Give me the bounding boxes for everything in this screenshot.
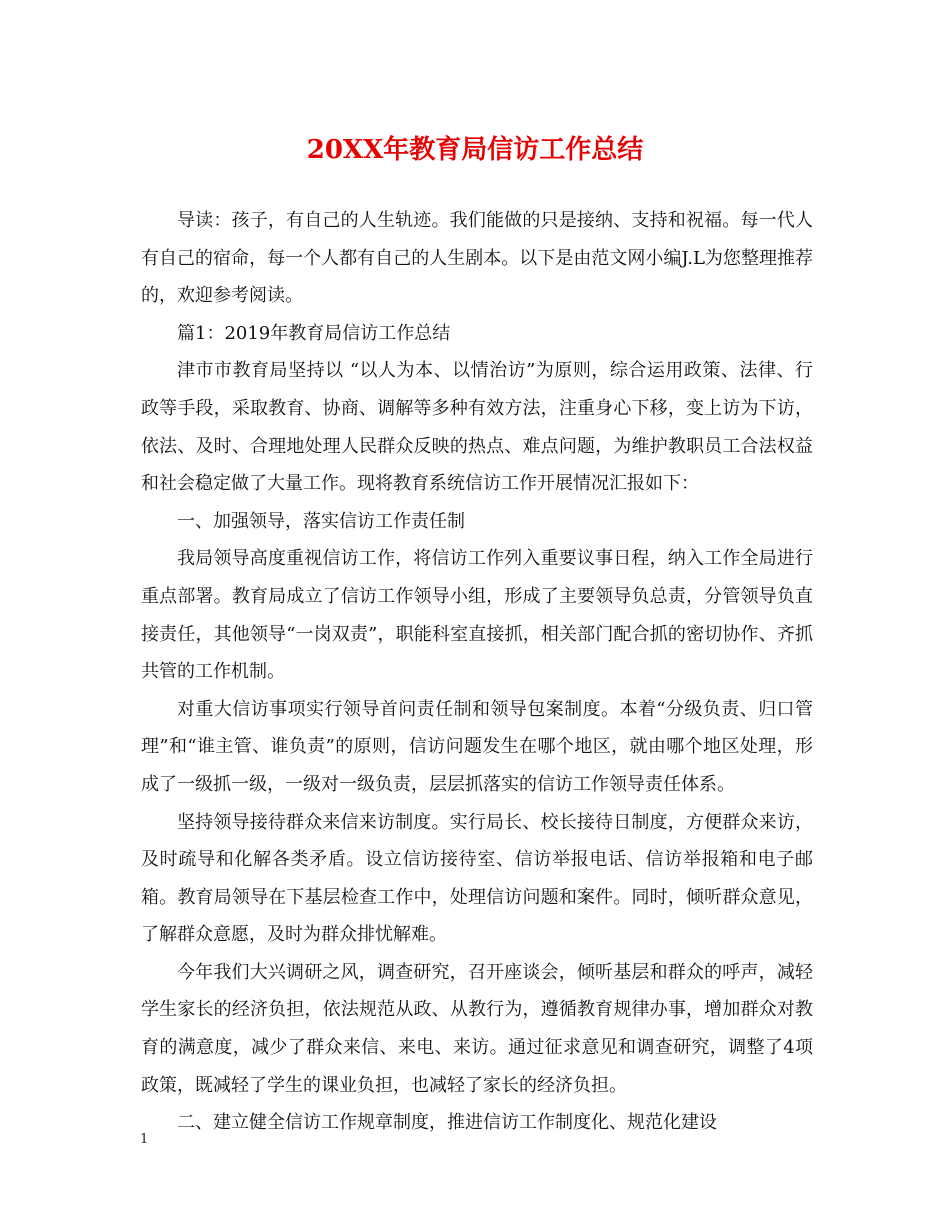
- paragraph-heading-1: 一、加强领导，落实信访工作责任制: [177, 510, 465, 532]
- paragraph: 今年我们大兴调研之风，调查研究，召开座谈会，倾听基层和群众的呼声，减轻学生家长的经济负担，依法规范从政、从教行为，遵循教育规律办事，增加群众对教育的满意度，减少了群众来信、来电、来访。通过征求意见和调查研究，调整了4项政策，既减轻了学生的课业负担，也减轻了家长的经济负担。: [141, 961, 813, 1096]
- paragraph: 我局领导高度重视信访工作，将信访工作列入重要议事日程，纳入工作全局进行重点部署。教育局成立了信访工作领导小组，形成了主要领导负总责，分管领导负直接责任，其他领导“一岗双责”，职能科室直接抓，相关部门配合抓的密切协作、齐抓共管的工作机制。: [141, 548, 813, 683]
- document-title: 20XX年教育局信访工作总结: [306, 135, 644, 165]
- paragraph-section-heading: 篇1：2019年教育局信访工作总结: [177, 322, 451, 344]
- page-number: 1: [140, 1132, 149, 1147]
- paragraph-heading-2: 二、建立健全信访工作规章制度，推进信访工作制度化、规范化建设: [177, 1112, 717, 1134]
- document-body: [141, 202, 813, 1142]
- paragraph-intro: 导读：孩子，有自己的人生轨迹。我们能做的只是接纳、支持和祝福。每一代人有自己的宿命，每一个人都有自己的人生剧本。以下是由范文网小编J.L为您整理推荐的，欢迎参考阅读。: [141, 210, 813, 307]
- paragraph: 对重大信访事项实行领导首问责任制和领导包案制度。本着“分级负责、归口管理”和“谁主管、谁负责”的原则，信访问题发生在哪个地区，就由哪个地区处理，形成了一级抓一级，一级对一级负责，层层抓落实的信访工作领导责任体系。: [141, 698, 813, 795]
- paragraph: 坚持领导接待群众来信来访制度。实行局长、校长接待日制度，方便群众来访，及时疏导和化解各类矛盾。设立信访接待室、信访举报电话、信访举报箱和电子邮箱。教育局领导在下基层检查工作中，处理信访问题和案件。同时，倾听群众意见，了解群众意愿，及时为群众排忧解难。: [141, 811, 813, 946]
- paragraph: 津市市教育局坚持以 “以人为本、以情治访”为原则，综合运用政策、法律、行政等手段，采取教育、协商、调解等多种有效方法，注重身心下移，变上访为下访，依法、及时、合理地处理人民群众反映的热点、难点问题，为维护教职员工合法权益和社会稳定做了大量工作。现将教育系统信访工作开展情况汇报如下：: [141, 360, 813, 495]
